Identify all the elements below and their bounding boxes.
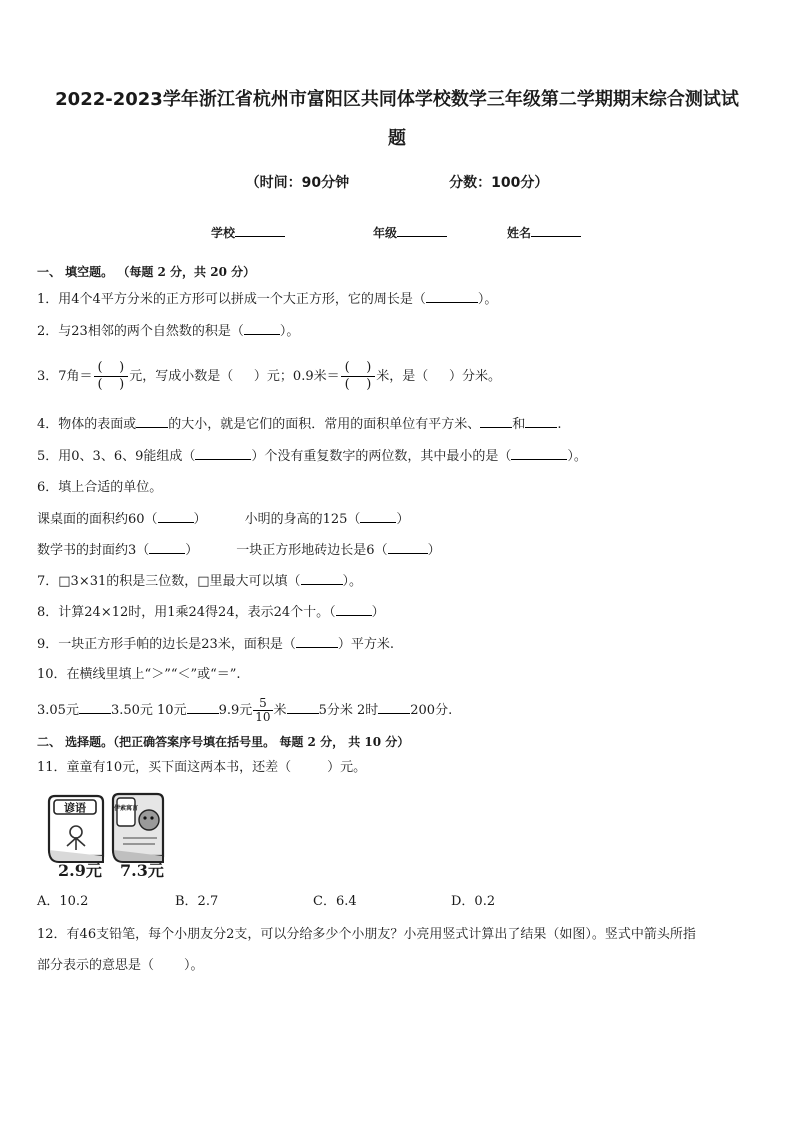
question-9: 9．一块正方形手帕的边长是23米，面积是（ ）平方米. <box>37 637 394 652</box>
total-score: 分数：100分） <box>449 175 549 191</box>
svg-text:伊索寓言: 伊索寓言 <box>113 805 139 812</box>
exam-subtitle <box>0 172 794 192</box>
grade-blank[interactable] <box>397 224 447 237</box>
question-6-row1: 课桌面的面积约60（ ） 小明的身高的125（ ） <box>37 512 410 527</box>
answer-blank[interactable] <box>187 701 219 714</box>
question-12-line2: 部分表示的意思是（ ）。 <box>37 958 204 973</box>
question-2: 2．与23相邻的两个自然数的积是（ ）。 <box>37 324 300 339</box>
question-11: 11．童童有10元，买下面这两本书，还差（ ）元。 <box>37 760 367 775</box>
school-blank[interactable] <box>235 224 285 237</box>
proverbs-book-icon <box>49 796 103 862</box>
answer-blank[interactable] <box>360 510 396 523</box>
exam-title-line2: 题 <box>388 128 406 149</box>
book2-price: 7.3元 <box>120 861 164 880</box>
answer-blank[interactable] <box>388 541 428 554</box>
answer-blank[interactable] <box>426 290 478 303</box>
aesop-fables-book-icon <box>113 794 163 862</box>
answer-blank[interactable] <box>195 447 251 460</box>
section2-heading: 二、 选择题。（把正确答案序号填在括号里。 每题 2 分， 共 10 分） <box>37 735 410 749</box>
question-11-options <box>37 893 589 911</box>
question-12-line1: 12．有46支铅笔，每个小朋友分2支，可以分给多少个小朋友？小亮用竖式计算出了结果（如图）。竖式中箭头所指 <box>37 927 696 942</box>
question-10: 10．在横线里填上“＞”“＜”或“＝”. <box>37 667 241 682</box>
answer-blank[interactable] <box>301 572 343 585</box>
fraction-blank[interactable]: $\frac{( )}{( )}$ <box>341 360 376 393</box>
exam-title-line1: 2022-2023学年浙江省杭州市富阳区共同体学校数学三年级第二学期期末综合测试试 <box>55 89 739 110</box>
question-7: 7．□3×31的积是三位数，□里最大可以填（ ）。 <box>37 574 363 589</box>
answer-blank[interactable] <box>511 447 567 460</box>
section1-heading: 一、 填空题。 （每题 2 分，共 20 分） <box>37 265 256 279</box>
name-field: 姓名 <box>507 224 581 241</box>
answer-blank[interactable] <box>480 415 512 428</box>
option-c[interactable]: C．6.4 <box>313 894 357 909</box>
fraction-blank[interactable]: $\frac{( )}{( )}$ <box>94 360 129 393</box>
option-a[interactable]: A．10.2 <box>37 894 89 909</box>
question-1: 1．用4个4平方分米的正方形可以拼成一个大正方形，它的周长是（ ）。 <box>37 292 498 307</box>
fraction: $\frac{5}{10}$ <box>255 696 271 724</box>
answer-blank[interactable] <box>525 415 557 428</box>
book1-price: 2.9元 <box>58 861 102 880</box>
question-6: 6．填上合适的单位。 <box>37 480 163 495</box>
answer-blank[interactable] <box>287 701 319 714</box>
answer-blank[interactable] <box>149 541 185 554</box>
name-blank[interactable] <box>531 224 581 237</box>
option-d[interactable]: D．0.2 <box>451 894 496 909</box>
answer-blank[interactable] <box>336 603 372 616</box>
answer-blank[interactable] <box>296 635 338 648</box>
question-4: 4．物体的表面或 的大小，就是它们的面积．常用的面积单位有平方米、 和 . <box>37 417 562 432</box>
answer-blank[interactable] <box>158 510 194 523</box>
question-10-row: 3.05元 3.50元 10元 9.9元 $\frac{5}{10}$ 米 5分米 2时 200分. <box>37 696 453 724</box>
time-limit: （时间：90分钟 <box>245 175 350 191</box>
question-6-row2: 数学书的封面约3（ ） 一块正方形地砖边长是6（ ） <box>37 543 441 558</box>
option-b[interactable]: B．2.7 <box>175 894 219 909</box>
grade-field: 年级 <box>373 224 447 241</box>
answer-blank[interactable] <box>378 701 410 714</box>
answer-blank[interactable] <box>244 322 280 335</box>
question-5: 5．用0、3、6、9能组成（ ）个没有重复数字的两位数，其中最小的是（ ）。 <box>37 449 587 464</box>
answer-blank[interactable] <box>136 415 168 428</box>
question-8: 8．计算24×12时，用1乘24得24，表示24个十。（ ） <box>37 605 385 620</box>
question-3: 3．7角＝ $\frac{( )}{( )}$ 元，写成小数是（ ）元；0.9米＝ $\frac{( )}{( )}$ 米，是（ ）分米。 <box>37 360 501 392</box>
svg-text:谚语: 谚语 <box>64 801 86 815</box>
answer-blank[interactable] <box>79 701 111 714</box>
school-field: 学校 <box>211 224 285 241</box>
